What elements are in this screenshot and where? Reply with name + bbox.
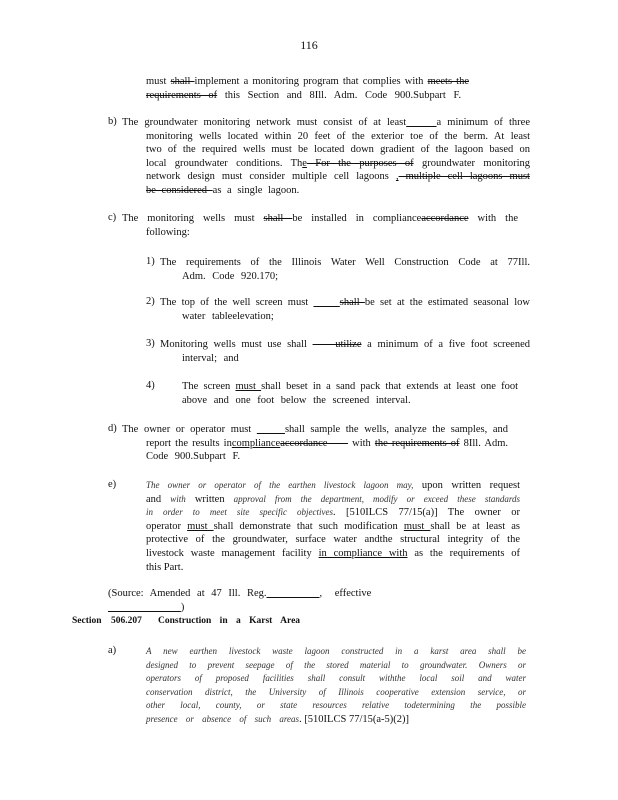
- blank-line: [108, 602, 181, 613]
- subsection-d: [122, 423, 508, 464]
- inserted-text: must: [235, 381, 262, 392]
- e-line-3: [146, 506, 520, 520]
- inserted-text: ,: [395, 171, 399, 183]
- d-line-1: [122, 423, 508, 437]
- d-line-2: [146, 437, 508, 451]
- citation-text: . [510ILCS 77/15(a-5)(2)]: [299, 713, 409, 725]
- text: shall sample the wells, analyze the samples, and: [284, 424, 508, 435]
- text: livestock waste management facility: [146, 547, 319, 559]
- text: local groundwater conditions. Th: [146, 157, 303, 169]
- item-3: [160, 338, 530, 365]
- text: this Section and 8Ill. Adm. Code 900.Subpart F.: [217, 89, 462, 101]
- sa-line-3: operators of proposed facilities shall consult withthe local soil and water: [146, 673, 526, 684]
- subsection-b: [122, 116, 530, 198]
- text: The groundwater monitoring network must consist of at least: [122, 117, 407, 128]
- source-line: [108, 587, 448, 614]
- item-2-line-1: [160, 296, 530, 310]
- struck-text: accordance: [421, 213, 469, 224]
- text: groundwater monitoring: [413, 157, 531, 169]
- inserted-text: and: [146, 493, 162, 505]
- item-2-number: 2): [146, 296, 155, 307]
- text: as a single lagoon.: [212, 184, 300, 196]
- statutory-italic-text: with: [161, 493, 195, 504]
- struck-text: meets the: [427, 76, 470, 87]
- text: The top of the well screen must: [160, 297, 314, 308]
- item-2-line-2: water tableelevation;: [182, 310, 274, 322]
- subsection-e: [146, 479, 520, 574]
- struck-text: shall: [263, 213, 293, 224]
- b-line-2: monitoring wells located within 20 feet of the exterior toe of the berm. At least: [146, 130, 530, 142]
- page-number: 116: [300, 38, 318, 52]
- text: report the results in: [146, 437, 232, 449]
- item-1-line-2: Adm. Code 920.170;: [182, 270, 279, 282]
- cont-line-1: [146, 75, 469, 89]
- statutory-italic-text: presence or absence of such areas: [146, 713, 300, 724]
- text: with: [348, 437, 375, 449]
- text: Monitoring wells must use shall: [160, 339, 313, 350]
- item-4-line-2: above and one foot below the screened interval.: [182, 394, 411, 406]
- e-line-2: [146, 493, 520, 507]
- text: must: [146, 76, 171, 87]
- item-1-line-1: The requirements of the Illinois Water Well Construction Code at 77Ill.: [160, 257, 530, 268]
- source-note: [108, 587, 448, 614]
- struck-text: For the purposes of: [306, 157, 414, 169]
- b-line-1: [122, 116, 530, 130]
- section-label: Section: [72, 616, 102, 626]
- struck-text: shall: [339, 297, 365, 308]
- continuation-paragraph: [146, 75, 469, 102]
- section-number: 506.207: [111, 616, 142, 626]
- inserted-text: must: [403, 520, 431, 532]
- struck-text: the requirements of: [374, 437, 460, 449]
- item-4-number: 4): [146, 380, 155, 391]
- subsection-d-label: d): [108, 423, 117, 434]
- item-1-number: 1): [146, 256, 155, 267]
- text: shall demonstrate that such modification: [213, 520, 404, 532]
- e-line-6: [146, 547, 520, 561]
- inserted-text: e: [302, 157, 307, 169]
- statutory-italic-text: The owner or operator of the earthen livestock lagoon may,: [146, 480, 414, 490]
- item-3-line-2: interval; and: [182, 352, 239, 364]
- subsection-e-label: e): [108, 479, 117, 490]
- struck-text: multiple cell lagoons must: [398, 171, 530, 183]
- text: operator: [146, 520, 188, 532]
- inserted-text: compliance: [231, 437, 281, 449]
- e-line-5: protective of the groundwater, surface water andthe structural integrity of the: [146, 534, 520, 546]
- item-1: [160, 256, 530, 283]
- text: be installed in compliance: [292, 213, 422, 224]
- item-4-line-1: [182, 380, 518, 394]
- text: as the requirements of: [407, 547, 521, 559]
- item-3-number: 3): [146, 338, 155, 349]
- text: 8Ill. Adm.: [459, 437, 509, 449]
- text: network design must consider multiple cell lagoons: [146, 171, 396, 183]
- sa-line-2: designed to prevent seepage of the stored material to groundwater. Owners or: [146, 659, 526, 670]
- inserted-text: in compliance with: [318, 547, 408, 559]
- c-line-1: [122, 212, 518, 226]
- text: The monitoring wells must: [122, 213, 264, 224]
- inserted-text: [406, 117, 436, 128]
- text: be set at the estimated seasonal low: [364, 297, 530, 308]
- struck-text: [327, 438, 348, 449]
- sa-line-1: A new earthen livestock waste lagoon constructed in a karst area shall be: [146, 646, 526, 656]
- e-line-1: [146, 479, 520, 493]
- cont-line-2: [146, 89, 469, 103]
- subsection-c-label: c): [108, 212, 117, 223]
- text: a minimum of three: [436, 117, 530, 128]
- section-a: [146, 645, 526, 727]
- inserted-text: [257, 424, 285, 435]
- sa-line-4: conservation district, the University of Illinois cooperative extension service, or: [146, 686, 526, 697]
- text: (Source: Amended at 47 Ill. Reg.: [108, 588, 267, 599]
- text: with the: [468, 213, 518, 224]
- item-4: [182, 380, 518, 407]
- e-line-7: this Part.: [146, 561, 184, 573]
- b-line-4: [146, 157, 530, 171]
- subsection-b-label: b): [108, 116, 117, 127]
- item-2: [160, 296, 530, 323]
- e-line-4: [146, 520, 520, 534]
- b-line-5: [146, 170, 530, 184]
- text: shall be at least as: [430, 520, 521, 532]
- b-line-3: two of the required wells must be located down gradient of the lagoon based on: [146, 144, 530, 156]
- d-line-3: Code 900.Subpart F.: [146, 451, 241, 463]
- inserted-text: written: [194, 493, 225, 505]
- inserted-text: must: [187, 520, 214, 532]
- sa-line-6: [146, 713, 446, 727]
- blank-line: [267, 588, 320, 599]
- statutory-italic-text: approval from the department, modify or exceed these standards: [224, 493, 520, 504]
- text: The owner or operator must: [122, 424, 257, 435]
- statutory-italic-text: in order to meet site specific objectives: [146, 507, 333, 518]
- b-line-6: [146, 184, 530, 198]
- struck-text: accordance: [280, 437, 328, 449]
- section-title: Construction in a Karst Area: [158, 616, 301, 626]
- struck-text: requirements of: [146, 89, 218, 101]
- text: implement a monitoring program that complies with: [194, 76, 428, 87]
- inserted-text: [313, 297, 339, 308]
- text: ): [180, 601, 185, 613]
- text: . [510ILCS 77/15(a)] The owner or: [333, 507, 520, 519]
- text: , effective: [319, 588, 372, 599]
- struck-text: utilize: [312, 339, 362, 350]
- sa-line-5: other local, county, or state resources relative todetermining the possible: [146, 700, 526, 711]
- text: a minimum of a five foot screened: [361, 339, 530, 350]
- item-3-line-1: [160, 338, 530, 352]
- c-line-2: following:: [146, 226, 190, 238]
- inserted-text: upon written request: [413, 480, 520, 491]
- subsection-c: [122, 212, 518, 239]
- struck-text: shall: [170, 76, 195, 87]
- text: shall beset in a sand pack that extends at least one foot: [261, 381, 518, 392]
- struck-text: be considered: [146, 184, 213, 196]
- section-a-label: a): [108, 645, 117, 656]
- text: The screen: [182, 381, 236, 392]
